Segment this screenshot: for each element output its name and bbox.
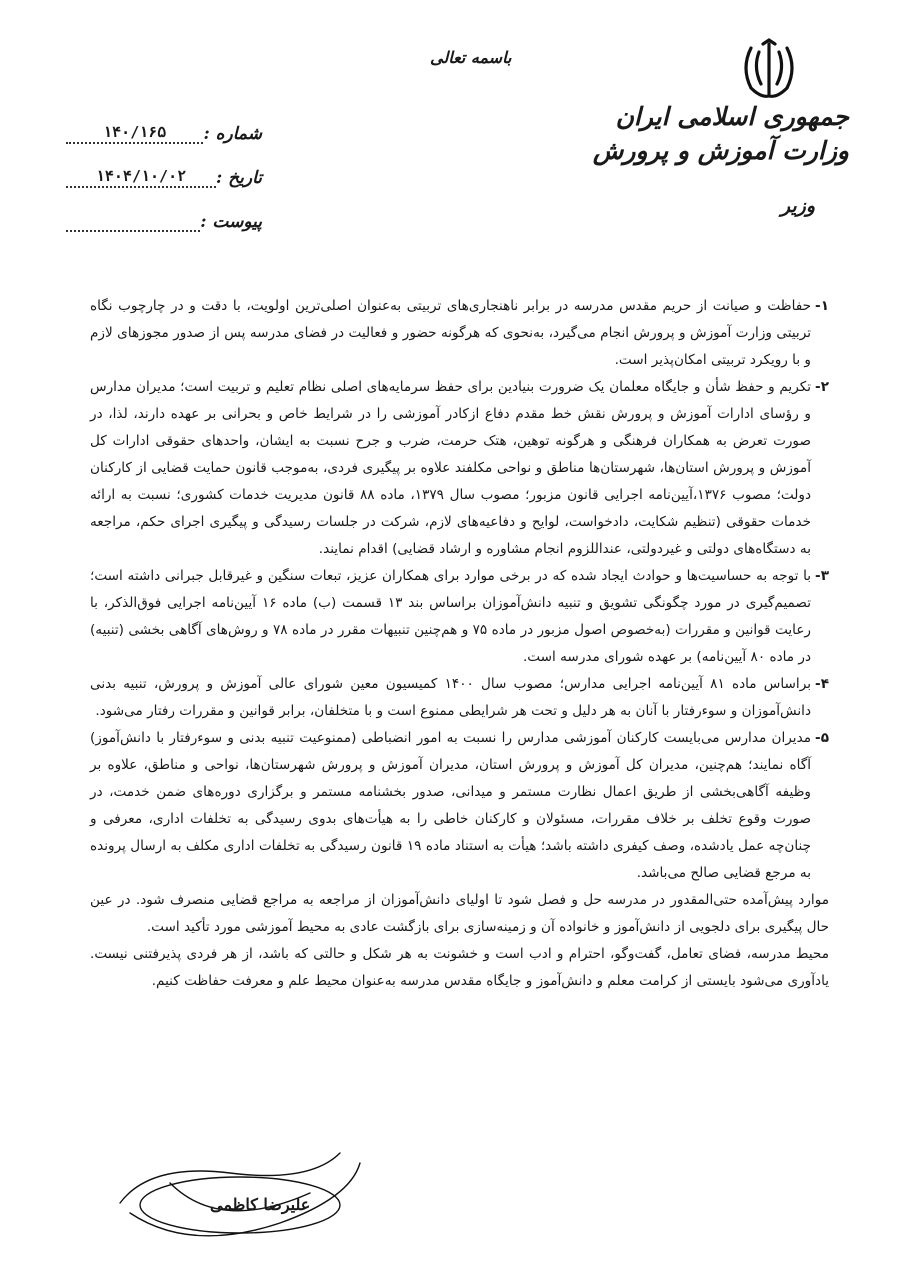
meta-number-row: [62, 100, 262, 144]
date-value: ۱۴۰۴/۱۰/۰۲: [66, 167, 216, 188]
meta-attachment-row: [62, 188, 262, 232]
meta-date-row: [62, 144, 262, 188]
signer-name: علیرضا کاظمی: [210, 1195, 311, 1214]
closing-paragraph: محیط مدرسه، فضای تعامل، گفت‌وگو، احترام و ادب است و خشونت به هر شکل و حالتی که باشد، از هر فردی پذیرفتنی نیست. یادآوری می‌شود بایستی از کرامت معلم و دانش‌آموز و جایگاه مقدس مدرسه به‌عنوان محیط علم و معرفت حفاظت کنیم.: [90, 946, 829, 989]
item-text: تکریم و حفظ شأن و جایگاه معلمان یک ضرورت بنیادین برای حفظ سرمایه‌های اصلی نظام تعلیم و تربیت است؛ مدیران مدارس و رؤسای ادارات آموزش و پرورش نقش خط مقدم دفاع ازکادر آموزشی را در شرایط خاص و بحرانی بر عهده دارند، لذا، در صورت تعرض به همکاران فرهنگی و هرگونه توهین، هتک حرمت، ضرب و جرح نسبت به ایشان، واحدهای حقوقی ادارات کل آموزش و پرورش استان‌ها، شهرستان‌ها مناطق و نواحی مکلفند علاوه بر پیگیری فردی، به‌موجب قانون حمایت قضایی از کارکنان دولت؛ مصوب ۱۳۷۶،آیین‌نامه اجرایی قانون مزبور؛ مصوب سال ۱۳۷۹، ماده ۸۸ قانون مدیریت خدمات کشوری؛ نسبت به ارائه خدمات حقوقی (تنظیم شکایت، دادخواست، لوایح و دفاعیه‌های لازم، شرکت در جلسات رسیدگی و پیگیری اجرای حکم، مراجعه به دستگاه‌های دولتی و غیردولتی، عنداللزوم انجام مشاوره و ارشاد قضایی) اقدام نمایند.: [90, 379, 811, 557]
list-item: [90, 725, 829, 887]
item-text: حفاظت و صیانت از حریم مقدس مدرسه در برابر ناهنجاری‌های تربیتی به‌عنوان اصلی‌ترین اولویت، با دقت و در چارچوب نگاه تربیتی وزارت آموزش و پرورش انجام می‌گیرد، به‌نحوی که هرگونه حضور و فعالیت در فضای مدرسه پس از صدور مجوزهای لازم و با رویکرد تربیتی امکان‌پذیر است.: [90, 298, 811, 368]
list-item: [90, 563, 829, 671]
attachment-value: [66, 229, 200, 232]
item-number: ۴-: [815, 676, 829, 692]
list-item: [90, 374, 829, 563]
signature-block: [110, 1143, 370, 1253]
letterhead: [592, 100, 849, 168]
office-title: وزیر: [780, 195, 815, 217]
item-number: ۲-: [815, 379, 829, 395]
iran-emblem-icon: [739, 38, 799, 102]
item-number: ۵-: [815, 730, 829, 746]
item-number: ۱-: [815, 298, 829, 314]
item-text: با توجه به حساسیت‌ها و حوادث ایجاد شده که در برخی موارد برای همکاران عزیز، تبعات سنگین و غیرقابل جبرانی داشته است؛ تصمیم‌گیری در مورد چگونگی تشویق و تنبیه دانش‌آموزان براساس بند ۱۳ قسمت (ب) ماده ۱۶ آیین‌نامه اجرایی فوق‌الذکر، با رعایت قوانین و مقررات (به‌خصوص اصول مزبور در ماده ۷۵ و هم‌چنین تنبیهات مقرر در ماده ۷۸ و روش‌های آگاهی بخشی (تنبیه) در ماده ۸۰ آیین‌نامه) بر عهده شورای مدرسه است.: [90, 568, 811, 665]
date-label: تاریخ :: [215, 168, 262, 188]
list-item: [90, 671, 829, 725]
closing-paragraph: موارد پیش‌آمده حتی‌المقدور در مدرسه حل و فصل شود تا اولیای دانش‌آموزان از مراجعه به مراجع قضایی منصرف شود. در عین حال پیگیری برای دلجویی از دانش‌آموز و خانواده آن و زمینه‌سازی برای بازگشت عادی به محیط آموزشی مورد تأکید است.: [90, 892, 829, 935]
letter-meta: [62, 100, 262, 232]
attachment-label: پیوست :: [200, 212, 262, 232]
list-item: [90, 293, 829, 374]
item-text: مدیران مدارس می‌بایست کارکنان آموزشی مدارس را نسبت به امور انضباطی (ممنوعیت تنبیه بدنی و سوءرفتار با دانش‌آموز) آگاه نمایند؛ هم‌چنین، مدیران کل آموزش و پرورش استان، مدیران آموزش و پرورش شهرستان‌ها، نواحی و مناطق، علاوه بر وظیفه آگاهی‌بخشی از طریق اعمال نظارت مستمر و میدانی، صدور بخشنامه مستمر و برگزاری دوره‌های ضمن خدمت، در صورت وقوع تخلف بر خلاف مقررات، مسئولان و کارکنان خاطی را به هیأت‌های بدوی رسیدگی به تخلفات اداری، معرفی و چنان‌چه عمل یادشده، وصف کیفری داشته باشد؛ هیأت به استناد ماده ۱۹ قانون رسیدگی به تخلفات اداری مکلف به ارسال پرونده به مرجع قضایی صالح می‌باشد.: [90, 730, 811, 881]
number-value: ۱۴۰/۱۶۵: [66, 123, 203, 144]
country-name: جمهوری اسلامی ایران: [615, 102, 849, 131]
item-number: ۳-: [815, 568, 829, 584]
number-label: شماره :: [203, 124, 262, 144]
item-text: براساس ماده ۸۱ آیین‌نامه اجرایی مدارس؛ مصوب سال ۱۴۰۰ کمیسیون معین شورای عالی آموزش و پرورش، تنبیه بدنی دانش‌آموزان و سوءرفتار با آنان به هر دلیل و تحت هر شرایطی ممنوع است و با متخلفان، برابر قوانین و مقررات رفتار می‌شود.: [90, 676, 811, 719]
basmala-heading: باسمه تعالی: [430, 48, 512, 67]
ministry-name: وزارت آموزش و پرورش: [592, 135, 849, 165]
letter-body: [90, 293, 829, 995]
